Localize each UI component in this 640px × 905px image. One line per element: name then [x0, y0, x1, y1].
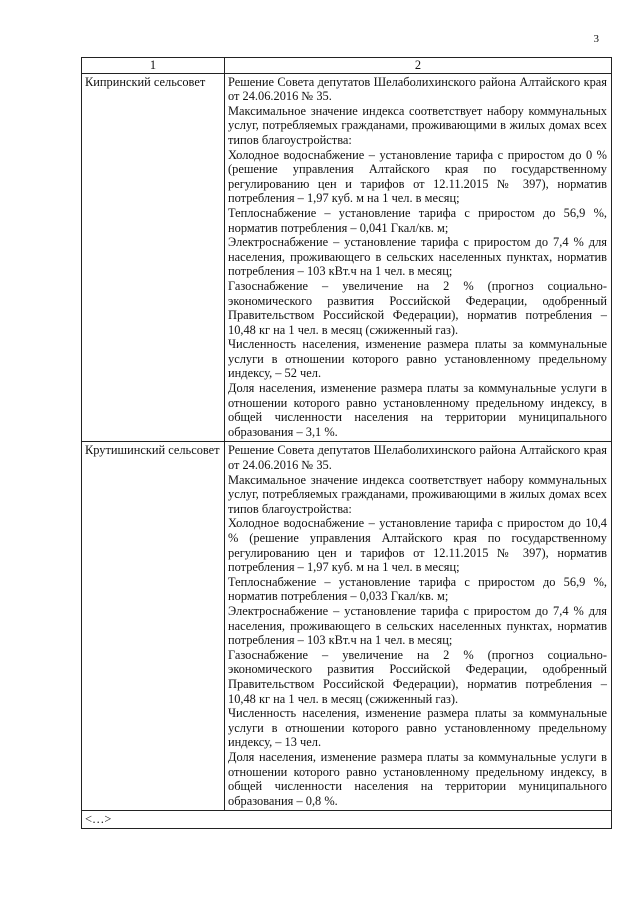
table-row	[82, 442, 612, 811]
region-description	[225, 442, 612, 811]
decision-paragraph: Решение Совета депутатов Шелаболихинского района Алтайского края от 24.06.2016 № 35.	[228, 443, 607, 473]
index-paragraph: Максимальное значение индекса соответствует набору коммунальных услуг, потребляемых гражданами, проживающими в жилых домах всех типов благоустройства:	[228, 103, 607, 147]
heating-paragraph: Теплоснабжение – установление тарифа с приростом до 56,9 %, норматив потребления – 0,033 Гкал/кв. м;	[228, 574, 607, 604]
heating-paragraph: Теплоснабжение – установление тарифа с приростом до 56,9 %, норматив потребления – 0,041 Гкал/кв. м;	[228, 205, 607, 235]
electricity-paragraph: Электроснабжение – установление тарифа с приростом до 7,4 % для населения, проживающего в сельских населенных пунктах, норматив потребления – 103 кВт.ч на 1 чел. в месяц;	[228, 603, 607, 648]
table-footer-row	[82, 811, 612, 829]
population-share-paragraph: Доля населения, изменение размера платы за коммунальные услуги в отношении которого равно установленному предельному индексу, в общей численности населения на территории муниципального образования – 3,1 %.	[228, 381, 607, 439]
region-label: Крутишинский сельсовет	[85, 443, 220, 458]
gas-paragraph: Газоснабжение – увеличение на 2 % (прогноз социально-экономического развития Российской Федерации, одобренный Правительством Российской Федерации), норматив потребления – 10,48 кг на 1 чел. в месяц (сжиженный газ).	[228, 278, 607, 337]
population-paragraph: Численность населения, изменение размера платы за коммунальные услуги в отношении которого равно установленному предельному индексу, – 13 чел.	[228, 706, 607, 750]
ellipsis-note: <…>	[82, 811, 612, 829]
table-header-row	[82, 58, 612, 74]
gas-paragraph: Газоснабжение – увеличение на 2 % (прогноз социально-экономического развития Российской Федерации, одобренный Правительством Российской Федерации), норматив потребления – 10,48 кг на 1 чел. в месяц (сжиженный газ).	[228, 647, 607, 706]
population-paragraph: Численность населения, изменение размера платы за коммунальные услуги в отношении которого равно установленному предельному индексу, – 52 чел.	[228, 337, 607, 381]
region-name	[82, 73, 225, 442]
region-description	[225, 73, 612, 442]
electricity-paragraph: Электроснабжение – установление тарифа с приростом до 7,4 % для населения, проживающего в сельских населенных пунктах, норматив потребления – 103 кВт.ч на 1 чел. в месяц;	[228, 235, 607, 279]
decision-paragraph: Решение Совета депутатов Шелаболихинского района Алтайского края от 24.06.2016 № 35.	[228, 74, 607, 104]
header-col-1: 1	[82, 58, 225, 74]
table-row	[82, 73, 612, 442]
region-label: Кипринский сельсовет	[85, 74, 206, 89]
cold-water-paragraph: Холодное водоснабжение – установление тарифа с приростом до 0 % (решение управления Алтайского края по государственному регулированию цен и тарифов от 12.11.2015 № 397), норматив потребления – 1,97 куб. м на 1 чел. в месяц;	[228, 147, 607, 206]
header-col-2: 2	[225, 58, 612, 74]
page-number: 3	[593, 33, 599, 45]
region-name	[82, 442, 225, 811]
tariff-table	[81, 57, 612, 829]
population-share-paragraph: Доля населения, изменение размера платы за коммунальные услуги в отношении которого равно установленному предельному индексу, в общей численности населения на территории муниципального образования – 0,8 %.	[228, 749, 607, 808]
cold-water-paragraph: Холодное водоснабжение – установление тарифа с приростом до 10,4 % (решение управления Алтайского края по государственному регулированию цен и тарифов от 12.11.2015 № 397), норматив потребления – 1,97 куб. м на 1 чел. в месяц;	[228, 516, 607, 575]
index-paragraph: Максимальное значение индекса соответствует набору коммунальных услуг, потребляемых гражданами, проживающими в жилых домах всех типов благоустройства:	[228, 472, 607, 516]
